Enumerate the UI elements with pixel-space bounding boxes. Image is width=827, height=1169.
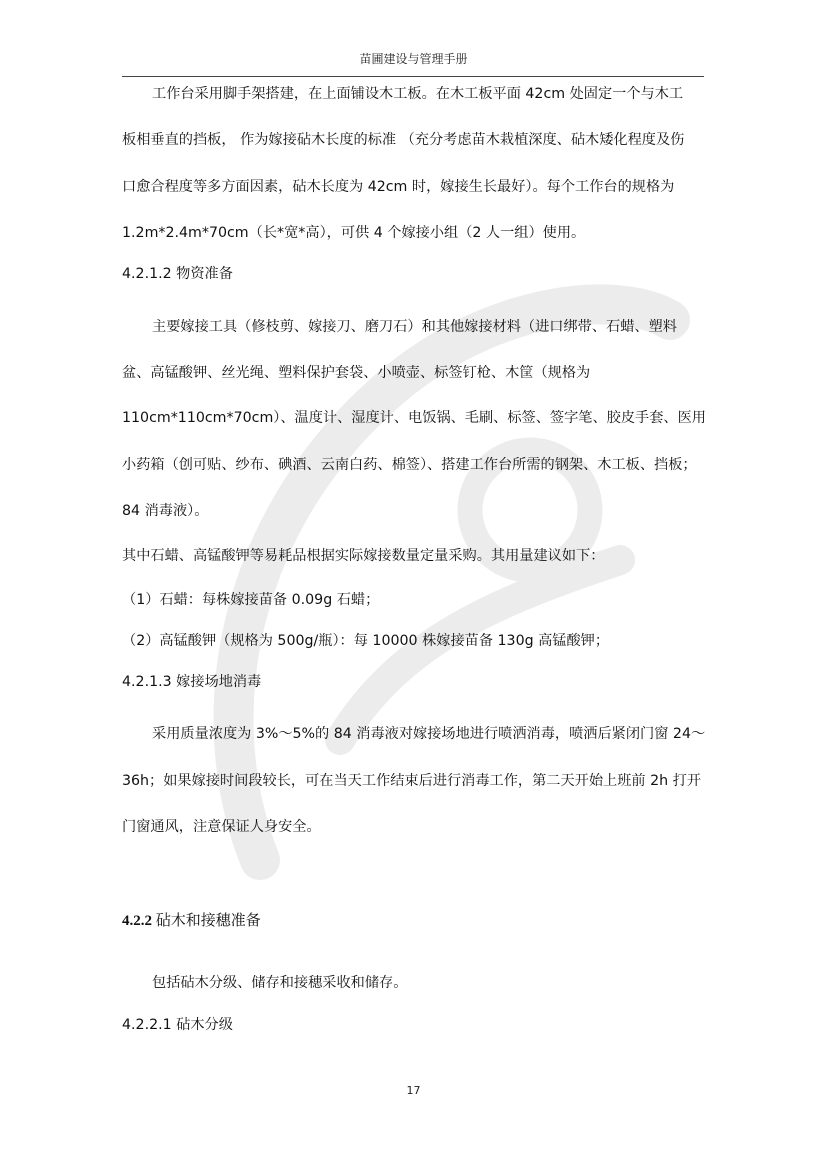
page-number: 17 <box>406 1084 421 1097</box>
section-heading-4-2-2 <box>122 909 261 930</box>
running-header: 苗圃建设与管理手册 <box>359 52 468 66</box>
body-line-11: 其中石蜡、高锰酸钾等易耗品根据实际嫁接数量定量采购。其用量建议如下： <box>122 548 605 564</box>
section-number: 4.2.2 <box>122 913 152 929</box>
body-line-9: 小药箱（创可贴、纱布、碘酒、云南白药、棉签）、搭建工作台所需的钢架、木工板、挡板； <box>122 457 697 473</box>
list-item-1: （1）石蜡：每株嫁接苗备 0.09g 石蜡； <box>122 592 380 608</box>
body-line-8: 110cm*110cm*70cm）、温度计、湿度计、电饭锅、毛刷、标签、签字笔、胶皮手套、医用 <box>122 410 706 426</box>
header-rule <box>122 76 704 77</box>
body-line-2: 板相垂直的挡板， 作为嫁接砧木长度的标准 （充分考虑苗木栽植深度、砧木矮化程度及伤 <box>122 132 685 148</box>
section-title: 砧木和接穗准备 <box>155 913 261 929</box>
subsection-heading-4-2-1-2: 4.2.1.2 物资准备 <box>122 266 233 282</box>
body-line-4: 1.2m*2.4m*70cm（长*宽*高），可供 4 个嫁接小组（2 人一组）使用。 <box>122 225 586 241</box>
body-line-3: 口愈合程度等多方面因素，砧木长度为 42cm 时，嫁接生长最好）。每个工作台的规格为 <box>122 179 675 195</box>
body-line-16: 36h；如果嫁接时间段较长，可在当天工作结束后进行消毒工作，第二天开始上班前 2h 打开 <box>122 773 702 789</box>
list-item-2: （2）高锰酸钾（规格为 500g/瓶）：每 10000 株嫁接苗备 130g 高锰酸钾； <box>122 633 610 649</box>
body-line-18: 包括砧木分级、储存和接穗采收和储存。 <box>152 975 408 991</box>
subsection-heading-4-2-2-1: 4.2.2.1 砧木分级 <box>122 1017 233 1033</box>
body-line-15: 采用质量浓度为 3%～5%的 84 消毒液对嫁接场地进行喷洒消毒，喷洒后紧闭门窗 24～ <box>152 726 706 742</box>
body-line-1: 工作台采用脚手架搭建，在上面铺设木工板。在木工板平面 42cm 处固定一个与木工 <box>152 86 684 102</box>
watermark-logo <box>200 260 700 900</box>
body-line-6: 主要嫁接工具（修枝剪、嫁接刀、磨刀石）和其他嫁接材料（进口绑带、石蜡、塑料 <box>152 319 677 335</box>
subsection-heading-4-2-1-3: 4.2.1.3 嫁接场地消毒 <box>122 674 262 690</box>
body-line-10: 84 消毒液）。 <box>122 503 209 519</box>
body-line-17: 门窗通风，注意保证人身安全。 <box>122 819 321 835</box>
body-line-7: 盆、高锰酸钾、丝光绳、塑料保护套袋、小喷壶、标签钉枪、木筐（规格为 <box>122 365 591 381</box>
